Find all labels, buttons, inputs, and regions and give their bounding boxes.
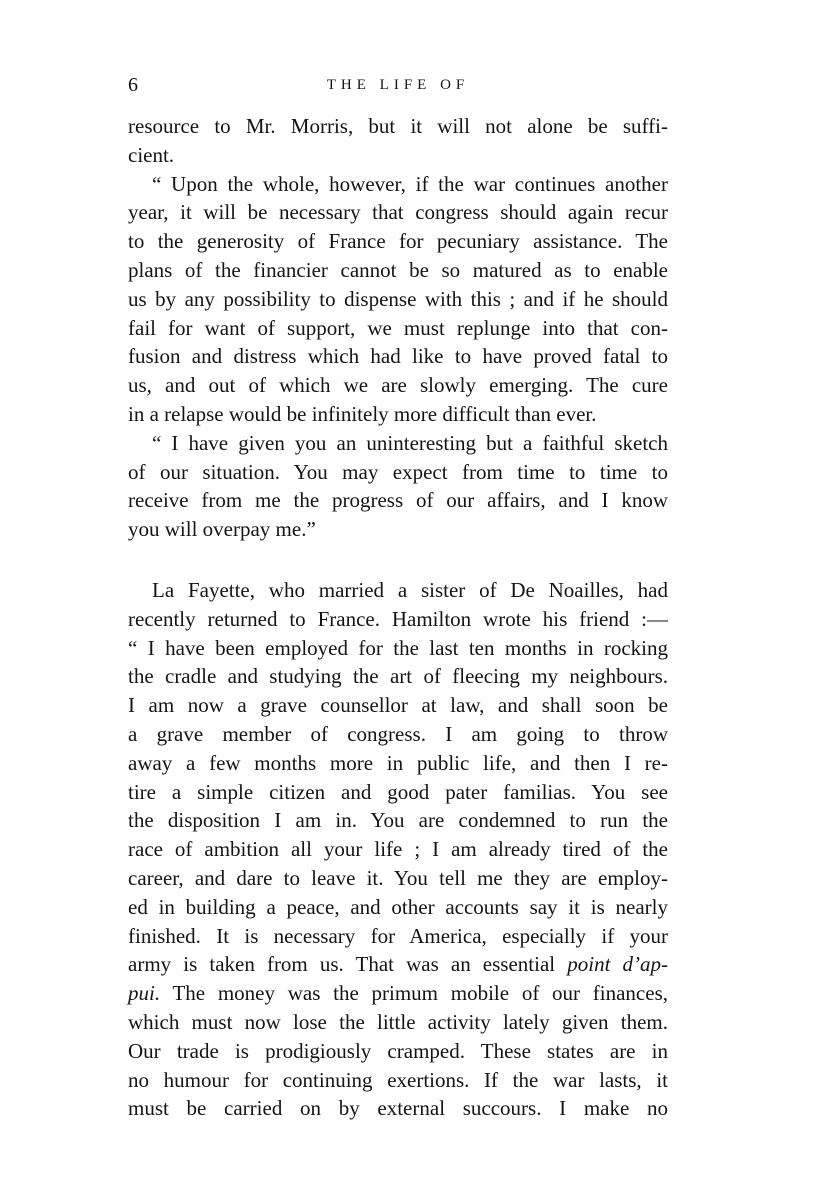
- text-line: fusion and distress which had like to have proved fatal to: [128, 344, 668, 369]
- page-body: [128, 112, 668, 1123]
- text-line: race of ambition all your life ; I am already tired of the: [128, 837, 668, 862]
- italic-phrase: point d’ap-: [567, 952, 668, 977]
- text-line: us, and out of which we are slowly emerging. The cure: [128, 373, 668, 398]
- text-line: “ Upon the whole, however, if the war continues another: [152, 171, 668, 196]
- text-line: fail for want of support, we must replunge into that con-: [128, 315, 668, 340]
- text-line: [128, 950, 668, 979]
- page-number: 6: [128, 74, 138, 96]
- text-line: of our situation. You may expect from time to time to: [128, 459, 668, 484]
- text-line: [128, 979, 668, 1008]
- text-line: a grave member of congress. I am going to throw: [128, 721, 668, 746]
- text-line: away a few months more in public life, and then I re-: [128, 750, 668, 775]
- text-line: to the generosity of France for pecuniary assistance. The: [128, 229, 668, 254]
- text-line: career, and dare to leave it. You tell me they are employ-: [128, 865, 668, 890]
- text-line: resource to Mr. Morris, but it will not alone be suffi-: [128, 114, 668, 138]
- text-line: recently returned to France. Hamilton wrote his friend :—: [128, 606, 668, 631]
- text-line: Our trade is prodigiously cramped. These states are in: [128, 1038, 668, 1063]
- text-line: La Fayette, who married a sister of De Noailles, had: [152, 577, 668, 602]
- line-text: army is taken from us. That was an essential: [128, 952, 556, 977]
- text-line: you will overpay me.”: [128, 517, 316, 542]
- text-line: finished. It is necessary for America, especially if your: [128, 923, 668, 948]
- text-line: ed in building a peace, and other accounts say it is nearly: [128, 894, 668, 919]
- text-line: the cradle and studying the art of fleecing my neighbours.: [128, 664, 668, 689]
- text-line: no humour for continuing exertions. If the war lasts, it: [128, 1067, 668, 1092]
- text-line: which must now lose the little activity lately given them.: [128, 1009, 668, 1034]
- text-line: plans of the financier cannot be so matured as to enable: [128, 257, 668, 282]
- running-head: THE LIFE OF: [326, 77, 470, 93]
- paragraph-break: [128, 544, 668, 576]
- text-line: tire a simple citizen and good pater familias. You see: [128, 779, 668, 804]
- text-line: I am now a grave counsellor at law, and shall soon be: [128, 693, 668, 718]
- text-line: us by any possibility to dispense with this ; and if he should: [128, 286, 668, 311]
- text-line: in a relapse would be infinitely more difficult than ever.: [128, 401, 597, 426]
- text-line: “ I have been employed for the last ten months in rocking: [128, 635, 668, 660]
- text-line: receive from me the progress of our affairs, and I know: [128, 488, 668, 513]
- line-text: The money was the primum mobile of our finances,: [172, 981, 668, 1006]
- text-line: “ I have given you an uninteresting but a faithful sketch: [152, 430, 668, 455]
- page-header: [128, 74, 668, 102]
- text-line: the disposition I am in. You are condemned to run the: [128, 808, 668, 833]
- text-line: must be carried on by external succours. I make no: [128, 1096, 668, 1121]
- italic-phrase: pui.: [128, 981, 161, 1006]
- text-line: year, it will be necessary that congress should again recur: [128, 200, 668, 225]
- text-line: cient.: [128, 142, 175, 167]
